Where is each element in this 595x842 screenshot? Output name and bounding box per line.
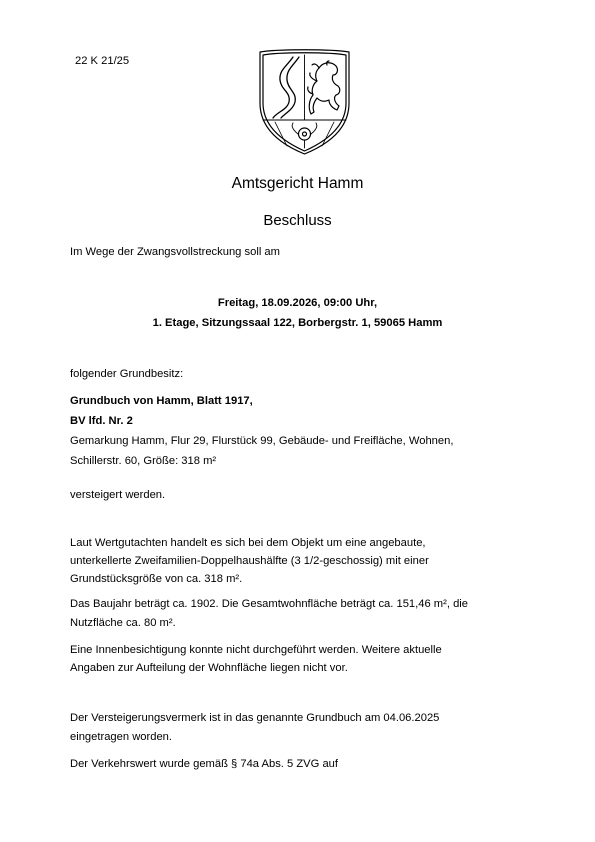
valuation-p3-line1: Eine Innenbesichtigung konnte nicht durchgeführt werden. Weitere aktuelle (70, 644, 442, 656)
case-number: 22 K 21/25 (75, 55, 130, 67)
property-description-1: Gemarkung Hamm, Flur 29, Flurstück 99, Gebäude- und Freifläche, Wohnen, (70, 435, 454, 447)
intro-text: Im Wege der Zwangsvollstreckung soll am (70, 246, 280, 258)
document-title: Beschluss (263, 212, 332, 229)
court-name: Amtsgericht Hamm (231, 175, 364, 192)
appointment-location: 1. Etage, Sitzungssaal 122, Borbergstr. 1, 59065 Hamm (152, 317, 443, 329)
nrw-coat-of-arms-icon (257, 48, 352, 156)
registration-line1: Der Versteigerungsvermerk ist in das genannte Grundbuch am 04.06.2025 (70, 712, 440, 724)
valuation-p1-line1: Laut Wertgutachten handelt es sich bei dem Objekt um eine angebaute, (70, 537, 426, 549)
appointment-date: Freitag, 18.09.2026, 09:00 Uhr, (217, 297, 378, 309)
land-register: Grundbuch von Hamm, Blatt 1917, (70, 395, 253, 407)
valuation-p1-line3: Grundstücksgröße von ca. 318 m². (70, 573, 243, 585)
valuation-p2-line2: Nutzfläche ca. 80 m². (70, 617, 176, 629)
auctioned-text: versteigert werden. (70, 489, 166, 501)
property-description-2: Schillerstr. 60, Größe: 318 m² (70, 455, 217, 467)
property-label: folgender Grundbesitz: (70, 368, 184, 380)
valuation-p3-line2: Angaben zur Aufteilung der Wohnfläche liegen nicht vor. (70, 662, 348, 674)
market-value-line: Der Verkehrswert wurde gemäß § 74a Abs. 5 ZVG auf (70, 758, 339, 770)
valuation-p2-line1: Das Baujahr beträgt ca. 1902. Die Gesamtwohnfläche beträgt ca. 151,46 m², die (70, 598, 469, 610)
valuation-p1-line2: unterkellerte Zweifamilien-Doppelhaushälfte (3 1/2-geschossig) mit einer (70, 555, 429, 567)
registration-line2: eingetragen worden. (70, 731, 173, 743)
bv-number: BV lfd. Nr. 2 (70, 415, 133, 427)
